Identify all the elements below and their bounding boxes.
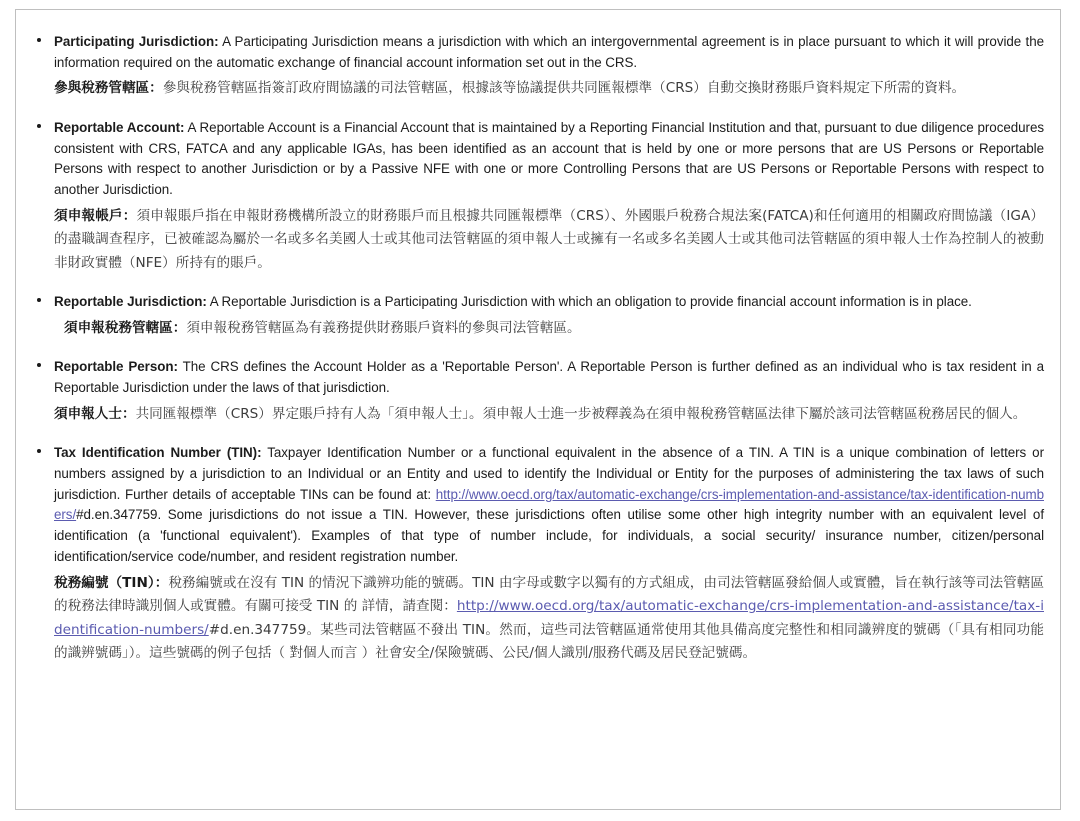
term-label-zh: 須申報稅務管轄區： [64, 319, 187, 336]
definition-body-en: A Reportable Account is a Financial Account that is maintained by a Reporting Financial Institution and that, pursuant to due diligence procedures consistent with CRS, FATCA and any applicable IGAs, has been identified as an account that is held by one or more persons that are US Persons or Reportable Persons with respect to another Jurisdiction or by a Passive NFE with one or more Controlling Persons that are US Persons or Reportable Persons with respect to another Jurisdiction. [54, 119, 1044, 198]
document-page [15, 9, 1061, 810]
definition-chinese [64, 317, 1044, 341]
definition-chinese [54, 403, 1044, 427]
list-item [34, 32, 1044, 101]
definition-body-en: A Reportable Jurisdiction is a Participating Jurisdiction with which an obligation to provide financial account information is in place. [206, 294, 972, 310]
definition-list [34, 32, 1044, 666]
term-label-zh: 須申報帳戶： [54, 207, 137, 224]
term-label-en: Participating Jurisdiction: [54, 34, 219, 49]
definition-body-zh-part2: 。某些司法管轄區不發出 TIN。然而，這些司法管轄區通常使用其他具備高度完整性和相同識辨度的號碼（「具有相同功能的識辨號碼」）。這些號碼的例子包括（ 對個人而言 ）社會安全/保險號碼、公民/個人識別/服務代碼及居民登記號碼。 [54, 621, 1044, 662]
bullet-icon [37, 124, 41, 128]
definition-body-en: A Participating Jurisdiction means a jurisdiction with which an intergovernmental agreement is in place pursuant to which it will provide the information required on the automatic exchange of financial account information set out in the CRS. [54, 34, 1044, 70]
definition-english [54, 32, 1044, 73]
list-item [34, 357, 1044, 426]
term-label-en: Reportable Account: [54, 119, 185, 135]
document-content [16, 10, 1060, 666]
list-item [34, 118, 1044, 275]
definition-body-zh: 共同匯報標準（CRS）界定賬戶持有人為「須申報人士」。須申報人士進一步被釋義為在須申報稅務管轄區法律下屬於該司法管轄區稅務居民的個人。 [135, 405, 1027, 422]
list-item [34, 292, 1044, 340]
list-item [34, 443, 1044, 665]
link-tail: #d.en.347759 [76, 507, 158, 523]
definition-body-en: The CRS defines the Account Holder as a 'Reportable Person'. A Reportable Person is further defined as an individual who is tax resident in a Reportable Jurisdiction under the laws of that jurisdiction. [54, 359, 1044, 396]
term-label-en: Tax Identification Number (TIN): [54, 445, 262, 461]
bullet-icon [37, 298, 41, 302]
bullet-icon [37, 38, 41, 42]
oecd-tin-link[interactable]: http://www.oecd.org/tax/automatic-exchange/crs-implementation-and-assistance/tax-identification-numbers/ [54, 486, 1044, 523]
definition-english [54, 357, 1044, 398]
term-label-zh: 參與稅務管轄區： [54, 80, 163, 97]
definition-body-zh: 須申報稅務管轄區為有義務提供財務賬戶資料的參與司法管轄區。 [186, 319, 581, 336]
link-tail-zh: #d.en.347759 [208, 621, 307, 638]
definition-chinese [54, 205, 1044, 276]
term-label-en: Reportable Person: [54, 359, 178, 375]
oecd-tin-link-zh[interactable]: http://www.oecd.org/tax/automatic-exchange/crs-implementation-and-assistance/tax-identification-numbers/ [54, 598, 1044, 638]
term-label-zh: 稅務編號（TIN）： [54, 574, 169, 591]
definition-body-en-part2: . Some jurisdictions do not issue a TIN. However, these jurisdictions often utilise some other high integrity number with an equivalent level of identification (a 'functional equivalent'). Examples of that type of number include, for individuals, a social security/ insurance number, citizen/personal identification/service code/number, and resident registration number. [54, 507, 1044, 564]
definition-body-zh-part1: 稅務編號或在沒有 TIN 的情況下識辨功能的號碼。TIN 由字母或數字以獨有的方式組成，由司法管轄區發給個人或實體，旨在執行該等司法管轄區的稅務法律時識別個人或實體。有關可接受 TIN 的 詳情，請查閱： [54, 574, 1044, 615]
definition-chinese [54, 77, 1044, 101]
bullet-icon [37, 449, 41, 453]
definition-english [54, 118, 1044, 201]
term-label-zh: 須申報人士： [54, 405, 136, 422]
bullet-icon [37, 363, 41, 367]
definition-chinese [54, 572, 1044, 666]
definition-body-zh: 參與稅務管轄區指簽訂政府間協議的司法管轄區，根據該等協議提供共同匯報標準（CRS）自動交換財務賬戶資料規定下所需的資料。 [162, 80, 966, 97]
definition-english [54, 443, 1044, 567]
definition-body-en-part1: Taxpayer Identification Number or a functional equivalent in the absence of a TIN. A TIN is a unique combination of letters or numbers assigned by a jurisdiction to an Individual or an Entity and used to identify the Individual or Entity for the purposes of administering the tax laws of such jurisdiction. Further details of acceptable TINs can be found at: [54, 445, 1044, 502]
term-label-en: Reportable Jurisdiction: [54, 294, 207, 310]
definition-body-zh: 須申報賬戶指在申報財務機構所設立的財務賬戶而且根據共同匯報標準（CRS）、外國賬戶稅務合規法案(FATCA)和任何適用的相關政府間協議（IGA）的盡職調查程序，已被確認為屬於一名或多名美國人士或其他司法管轄區的須申報人士或擁有一名或多名美國人士或其他司法管轄區的須申報人士作為控制人的被動非財政實體（NFE）所持有的賬戶。 [54, 207, 1044, 271]
definition-english [54, 292, 1044, 313]
